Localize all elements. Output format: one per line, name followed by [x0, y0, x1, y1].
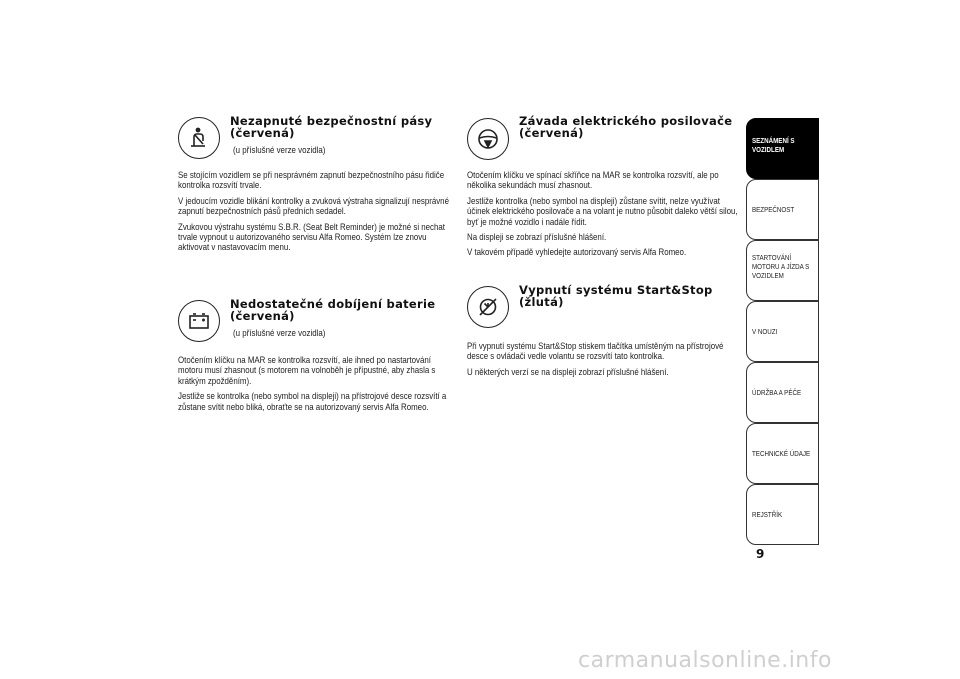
start-stop-off-icon — [467, 286, 509, 328]
tab-label: V NOUZI — [752, 327, 778, 336]
section-title: Nezapnuté bezpečnostní pásy (červená) — [230, 114, 433, 140]
section-startstop-body — [467, 341, 739, 382]
paragraph: Zvukovou výstrahu systému S.B.R. (Seat Belt Reminder) je možné si nechat trvale vypnout u autorizovaného servisu Alfa Romeo. Systém lze znovu aktivovat v nastavovacím menu. — [178, 221, 446, 253]
seatbelt-warning-icon — [178, 117, 220, 159]
paragraph: V jedoucím vozidle blikání kontrolky a zvuková výstraha signalizují nesprávné zapnutí bezpečnostních pásů předních sedadel. — [178, 195, 449, 217]
tab-udrzba[interactable] — [746, 362, 819, 423]
paragraph: Jestliže se kontrolka (nebo symbol na displeji) na přístrojové desce rozsvítí a zůstane svítit nebo bliká, obraťte se na autorizovaný servis Alfa Romeo. — [178, 391, 447, 412]
watermark: carmanualsonline.info — [578, 648, 832, 673]
paragraph: Jestliže kontrolka (nebo symbol na displeji) zůstane svítit, nelze využívat účinek elektrického posilovače a na volant je nutno působit daleko větší silou, byť je možné vozidlo i nadále řídit. — [467, 195, 738, 227]
section-battery-body — [178, 355, 450, 417]
page-number: 9 — [756, 547, 765, 561]
battery-warning-icon — [178, 300, 220, 342]
section-subtitle: (u příslušné verze vozidla) — [233, 328, 326, 338]
section-title: Nedostatečné dobíjení baterie (červená) — [230, 297, 436, 323]
paragraph: U některých verzí se na displeji zobrazí příslušné hlášení. — [467, 366, 669, 377]
paragraph: Se stojícím vozidlem se při nesprávném zapnutí bezpečnostního pásu řidiče kontrolka rozsvítí trvale. — [178, 170, 445, 191]
paragraph: Při vypnutí systému Start&Stop stiskem tlačítka umístěným na přístrojové desce s ovládači vedle volantu se rozsvítí tato kontrolka. — [467, 341, 724, 362]
tab-label: SEZNÁMENÍ S VOZIDLEM — [752, 136, 795, 154]
section-battery-header — [178, 298, 450, 338]
tab-label: STARTOVÁNÍ MOTORU A JÍZDA S VOZIDLEM — [752, 253, 810, 280]
tab-seznameni[interactable] — [746, 118, 819, 179]
section-seatbelt-header — [178, 115, 450, 155]
steering-wheel-icon — [467, 118, 509, 160]
section-subtitle: (u příslušné verze vozidla) — [233, 145, 326, 155]
section-title: Vypnutí systému Start&Stop (žlutá) — [519, 283, 713, 309]
tab-bezpecnost[interactable] — [746, 179, 819, 240]
paragraph: Otočením klíčku na MAR se kontrolka rozsvítí, ale ihned po nastartování motoru musí zhasnout (s motorem na volnoběh je přípustné, aby zhasla s krátkým zpožděním). — [178, 355, 436, 386]
section-seatbelt-body — [178, 170, 450, 258]
tab-label: ÚDRŽBA A PÉČE — [752, 388, 802, 397]
tab-label: REJSTŘÍK — [752, 510, 783, 519]
tab-v-nouzi[interactable] — [746, 301, 819, 362]
paragraph: Na displeji se zobrazí příslušné hlášení. — [467, 232, 607, 243]
section-steering-header — [467, 115, 739, 155]
tab-rejstrik[interactable] — [746, 484, 819, 545]
section-title: Závada elektrického posilovače (červená) — [519, 114, 733, 140]
tab-startovani[interactable] — [746, 240, 819, 301]
paragraph: V takovém případě vyhledejte autorizovaný servis Alfa Romeo. — [467, 247, 687, 258]
paragraph: Otočením klíčku ve spínací skříňce na MAR se kontrolka rozsvítí, ale po několika sekundách musí zhasnout. — [467, 170, 719, 191]
tab-label: TECHNICKÉ ÚDAJE — [752, 449, 811, 458]
tab-technicke-udaje[interactable] — [746, 423, 819, 484]
tab-label: BEZPEČNOST — [752, 205, 795, 214]
section-steering-body — [467, 170, 739, 263]
section-startstop-header — [467, 284, 739, 324]
